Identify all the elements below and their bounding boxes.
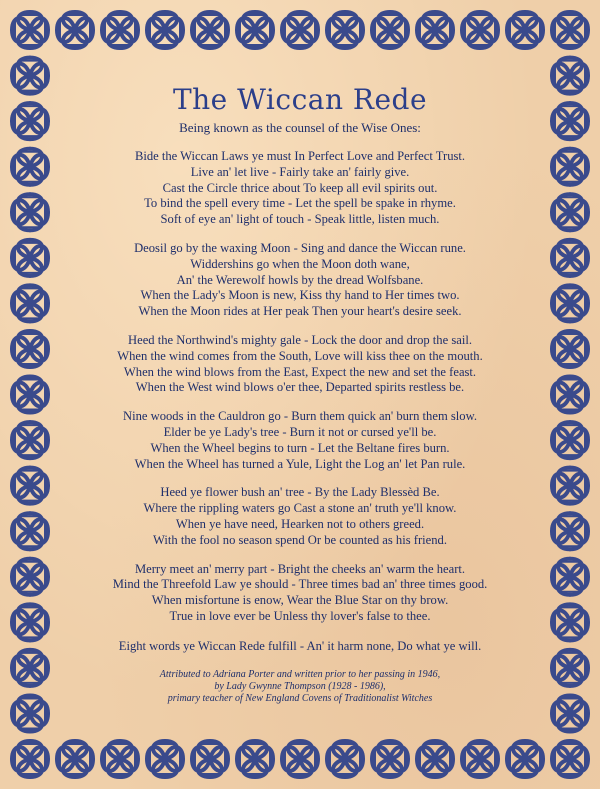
rede-content — [66, 80, 534, 710]
verse-line: Soft of eye an' light of touch - Speak little, listen much. — [160, 212, 440, 227]
celtic-knot-icon — [12, 240, 48, 276]
celtic-knot-icon — [12, 741, 48, 777]
celtic-knot-icon — [462, 741, 498, 777]
celtic-knot-icon — [552, 422, 588, 458]
celtic-knot-icon — [552, 468, 588, 504]
celtic-knot-icon — [372, 741, 408, 777]
verse-line: Bide the Wiccan Laws ye must In Perfect Love and Perfect Trust. — [134, 149, 466, 163]
verse-line: True in love ever be Unless thy lover's false to thee. — [169, 608, 431, 623]
celtic-knot-icon — [552, 377, 588, 413]
celtic-knot-icon — [552, 240, 588, 276]
celtic-knot-icon — [552, 194, 588, 230]
attribution-line: Attributed to Adriana Porter and written prior to her passing in 1946, — [159, 668, 441, 680]
verse-line: Cast the Circle thrice about To keep all evil spirits out. — [162, 180, 438, 195]
celtic-knot-icon — [552, 604, 588, 640]
celtic-knot-icon — [282, 12, 318, 48]
celtic-knot-icon — [552, 695, 588, 731]
celtic-knot-icon — [192, 741, 228, 777]
attribution — [66, 669, 534, 705]
celtic-knot-icon — [12, 331, 48, 367]
celtic-knot-icon — [57, 741, 93, 777]
subtitle: Being known as the counsel of the Wise Ones: — [179, 120, 421, 135]
celtic-knot-icon — [12, 58, 48, 94]
celtic-knot-icon — [12, 559, 48, 595]
stanza-list — [66, 149, 534, 625]
celtic-knot-icon — [12, 194, 48, 230]
celtic-knot-icon — [12, 149, 48, 185]
verse-line: An' the Werewolf howls by the dread Wolfsbane. — [176, 272, 424, 287]
verse-line: Merry meet an' merry part - Bright the cheeks an' warm the heart. — [134, 561, 466, 576]
celtic-knot-icon — [372, 12, 408, 48]
celtic-knot-icon — [552, 741, 588, 777]
celtic-knot-icon — [552, 103, 588, 139]
verse-line: When the wind blows from the East, Expect the new and set the feast. — [123, 364, 477, 379]
verse-line: When the Wheel begins to turn - Let the Beltane fires burn. — [150, 440, 450, 455]
closing-line: Eight words ye Wiccan Rede fulfill - An' it harm none, Do what ye will. — [118, 638, 482, 653]
celtic-knot-icon — [102, 741, 138, 777]
verse-line: Mind the Threefold Law ye should - Three times bad an' three times good. — [112, 577, 488, 592]
stanza — [66, 333, 534, 396]
stanza — [66, 241, 534, 320]
celtic-knot-icon — [552, 58, 588, 94]
stanza — [66, 485, 534, 548]
verse-line: When ye have need, Hearken not to others greed. — [175, 516, 425, 531]
verse-line: Live an' let live - Fairly take an' fairly give. — [190, 164, 410, 179]
verse-line: When the West wind blows o'er thee, Departed spirits restless be. — [135, 380, 465, 395]
verse-line: When the Moon rides at Her peak Then your heart's desire seek. — [138, 304, 462, 319]
celtic-knot-icon — [552, 12, 588, 48]
celtic-knot-icon — [552, 559, 588, 595]
celtic-knot-icon — [12, 513, 48, 549]
verse-line: When the Wheel has turned a Yule, Light the Log an' let Pan rule. — [134, 456, 466, 471]
verse-line: Nine woods in the Cauldron go - Burn them quick an' burn them slow. — [122, 409, 478, 424]
celtic-knot-icon — [552, 513, 588, 549]
celtic-knot-icon — [552, 149, 588, 185]
verse-line: When misfortune is enow, Wear the Blue Star on thy brow. — [151, 593, 449, 608]
celtic-knot-icon — [552, 285, 588, 321]
stanza — [66, 562, 534, 625]
celtic-knot-icon — [552, 650, 588, 686]
celtic-knot-icon — [327, 12, 363, 48]
celtic-knot-icon — [12, 377, 48, 413]
celtic-knot-icon — [462, 12, 498, 48]
verse-line: Heed ye flower bush an' tree - By the Lady Blessèd Be. — [160, 485, 440, 500]
celtic-knot-icon — [12, 12, 48, 48]
celtic-knot-icon — [12, 422, 48, 458]
celtic-knot-icon — [417, 12, 453, 48]
celtic-knot-icon — [12, 468, 48, 504]
page-title: The Wiccan Rede — [172, 83, 428, 116]
celtic-knot-icon — [282, 741, 318, 777]
celtic-knot-icon — [12, 103, 48, 139]
celtic-knot-icon — [12, 650, 48, 686]
celtic-knot-icon — [552, 331, 588, 367]
stanza — [66, 149, 534, 228]
verse-line: Heed the Northwind's mighty gale - Lock the door and drop the sail. — [128, 332, 472, 347]
verse-line: To bind the spell every time - Let the spell be spake in rhyme. — [144, 196, 456, 211]
attribution-line: by Lady Gwynne Thompson (1928 - 1986), — [214, 680, 386, 692]
verse-line: When the Lady's Moon is new, Kiss thy hand to Her times two. — [140, 288, 460, 303]
celtic-knot-icon — [147, 741, 183, 777]
celtic-knot-icon — [12, 604, 48, 640]
celtic-knot-icon — [507, 741, 543, 777]
verse-line: Elder be ye Lady's tree - Burn it not or cursed ye'll be. — [163, 424, 437, 439]
verse-line: When the wind comes from the South, Love will kiss thee on the mouth. — [117, 348, 483, 363]
celtic-knot-icon — [327, 741, 363, 777]
verse-line: Where the rippling waters go Cast a stone an' truth ye'll know. — [143, 501, 457, 516]
celtic-knot-icon — [192, 12, 228, 48]
celtic-knot-icon — [57, 12, 93, 48]
celtic-knot-icon — [417, 741, 453, 777]
stanza — [66, 409, 534, 472]
celtic-knot-icon — [507, 12, 543, 48]
celtic-knot-icon — [237, 741, 273, 777]
celtic-knot-icon — [102, 12, 138, 48]
verse-line: Deosil go by the waxing Moon - Sing and dance the Wiccan rune. — [134, 240, 466, 255]
celtic-knot-icon — [12, 695, 48, 731]
verse-line: With the fool no season spend Or be counted as his friend. — [153, 532, 447, 547]
celtic-knot-icon — [147, 12, 183, 48]
celtic-knot-icon — [12, 285, 48, 321]
celtic-knot-icon — [237, 12, 273, 48]
attribution-line: primary teacher of New England Covens of Traditionalist Witches — [167, 692, 433, 704]
verse-line: Widdershins go when the Moon doth wane, — [190, 256, 410, 271]
